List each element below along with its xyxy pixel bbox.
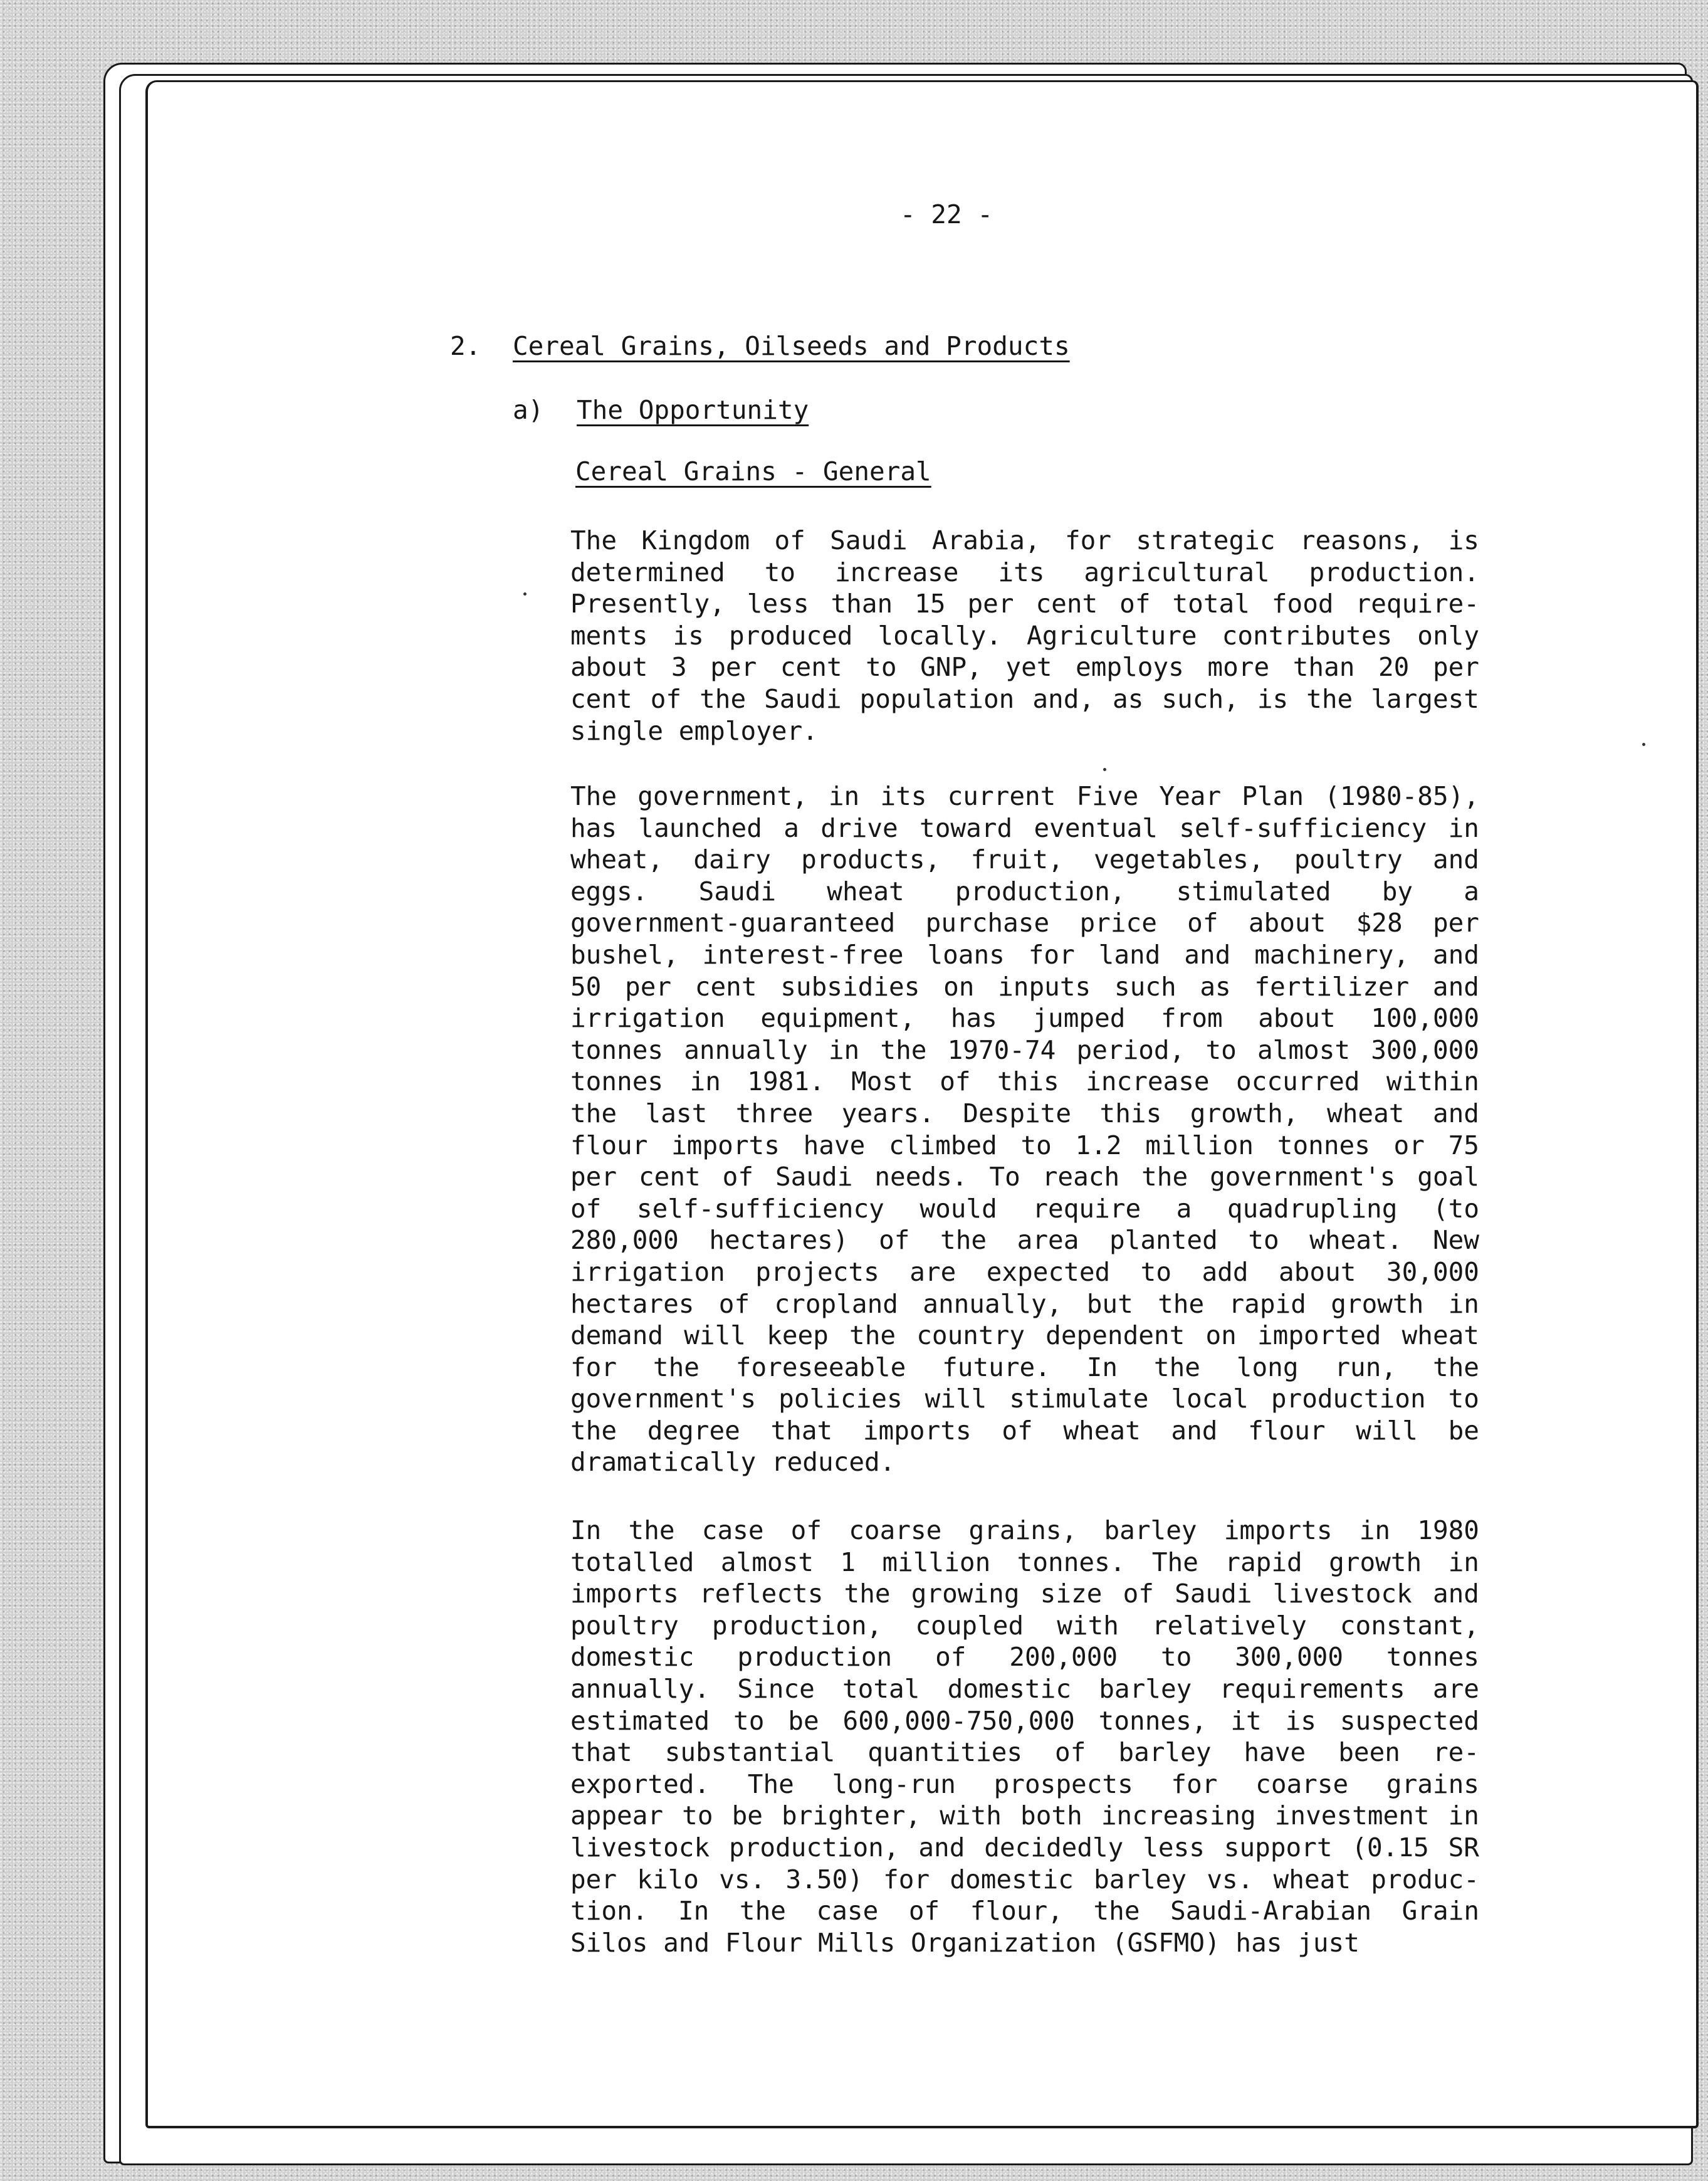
text-line: for the foreseeable future. In the long run, the bbox=[570, 1352, 1479, 1382]
section-heading bbox=[450, 331, 1070, 361]
section-title: Cereal Grains, Oilseeds and Products bbox=[513, 331, 1070, 361]
text-line: has launched a drive toward eventual self-sufficiency in bbox=[570, 812, 1479, 843]
text-line: tion. In the case of flour, the Saudi-Arabian Grain bbox=[570, 1896, 1479, 1926]
text-line: irrigation equipment, has jumped from about 100,000 bbox=[570, 1003, 1479, 1034]
text-line: determined to increase its agricultural production. bbox=[570, 557, 1479, 587]
subsection-marker: a) bbox=[513, 395, 544, 425]
text-line: ments is produced locally. Agriculture contributes only bbox=[570, 620, 1479, 651]
text-line: hectares of cropland annually, but the rapid growth in bbox=[570, 1288, 1479, 1319]
text-line: of self-sufficiency would require a quadrupling (to bbox=[570, 1193, 1479, 1224]
paper-speck bbox=[1642, 743, 1645, 746]
text-line: 280,000 hectares) of the area planted to wheat. New bbox=[570, 1225, 1479, 1256]
text-line: eggs. Saudi wheat production, stimulated by a bbox=[570, 876, 1479, 907]
text-line: that substantial quantities of barley have been re- bbox=[570, 1737, 1479, 1768]
text-line: wheat, dairy products, fruit, vegetables, poultry and bbox=[570, 844, 1479, 875]
text-line: per kilo vs. 3.50) for domestic barley vs. wheat produc- bbox=[570, 1864, 1479, 1895]
text-line: poultry production, coupled with relatively constant, bbox=[570, 1610, 1479, 1641]
text-line: The government, in its current Five Year Plan (1980-85), bbox=[570, 781, 1479, 811]
text-line: domestic production of 200,000 to 300,000 tonnes bbox=[570, 1642, 1479, 1673]
text-line: livestock production, and decidedly less support (0.15 SR bbox=[570, 1832, 1479, 1863]
text-line: exported. The long-run prospects for coarse grains bbox=[570, 1768, 1479, 1799]
text-line: Presently, less than 15 per cent of total food require- bbox=[570, 589, 1479, 619]
text-line: dramatically reduced. bbox=[570, 1447, 896, 1478]
text-line: Silos and Flour Mills Organization (GSFMO) has just bbox=[570, 1927, 1360, 1958]
text-line: per cent of Saudi needs. To reach the government's goal bbox=[570, 1162, 1479, 1192]
text-line: tonnes annually in the 1970-74 period, to almost 300,000 bbox=[570, 1034, 1479, 1065]
paragraph bbox=[570, 1515, 1479, 1958]
subsection-title: The Opportunity bbox=[577, 395, 809, 425]
text-line: The Kingdom of Saudi Arabia, for strategic reasons, is bbox=[570, 525, 1479, 555]
section-number: 2. bbox=[450, 331, 481, 361]
text-line: government-guaranteed purchase price of about $28 per bbox=[570, 908, 1479, 938]
text-line: annually. Since total domestic barley requirements are bbox=[570, 1673, 1479, 1704]
text-line: government's policies will stimulate local production to bbox=[570, 1384, 1479, 1414]
text-line: about 3 per cent to GNP, yet employs more than 20 per bbox=[570, 652, 1479, 683]
text-line: the degree that imports of wheat and flour will be bbox=[570, 1415, 1479, 1446]
paper-speck bbox=[523, 592, 527, 596]
text-line: cent of the Saudi population and, as such, is the largest bbox=[570, 683, 1479, 714]
text-line: totalled almost 1 million tonnes. The rapid growth in bbox=[570, 1547, 1479, 1577]
text-line: In the case of coarse grains, barley imports in 1980 bbox=[570, 1515, 1479, 1545]
text-line: single employer. bbox=[570, 715, 818, 746]
text-line: imports reflects the growing size of Saudi livestock and bbox=[570, 1579, 1479, 1609]
text-line: demand will keep the country dependent on imported wheat bbox=[570, 1320, 1479, 1351]
text-line: estimated to be 600,000-750,000 tonnes, it is suspected bbox=[570, 1705, 1479, 1736]
text-line: 50 per cent subsidies on inputs such as fertilizer and bbox=[570, 971, 1479, 1002]
paragraph bbox=[570, 525, 1479, 747]
text-line: bushel, interest-free loans for land and machinery, and bbox=[570, 939, 1479, 970]
text-line: irrigation projects are expected to add about 30,000 bbox=[570, 1256, 1479, 1287]
topic-heading bbox=[575, 456, 931, 486]
paragraph bbox=[570, 780, 1479, 1478]
page-number: - 22 - bbox=[899, 199, 993, 229]
text-line: tonnes in 1981. Most of this increase occurred within bbox=[570, 1066, 1479, 1097]
text-line: appear to be brighter, with both increasing investment in bbox=[570, 1800, 1479, 1831]
topic-title: Cereal Grains - General bbox=[575, 456, 931, 486]
text-line: the last three years. Despite this growth, wheat and bbox=[570, 1098, 1479, 1128]
text-line: flour imports have climbed to 1.2 million tonnes or 75 bbox=[570, 1130, 1479, 1160]
paper-speck bbox=[1103, 768, 1106, 771]
subsection-heading bbox=[513, 395, 809, 425]
